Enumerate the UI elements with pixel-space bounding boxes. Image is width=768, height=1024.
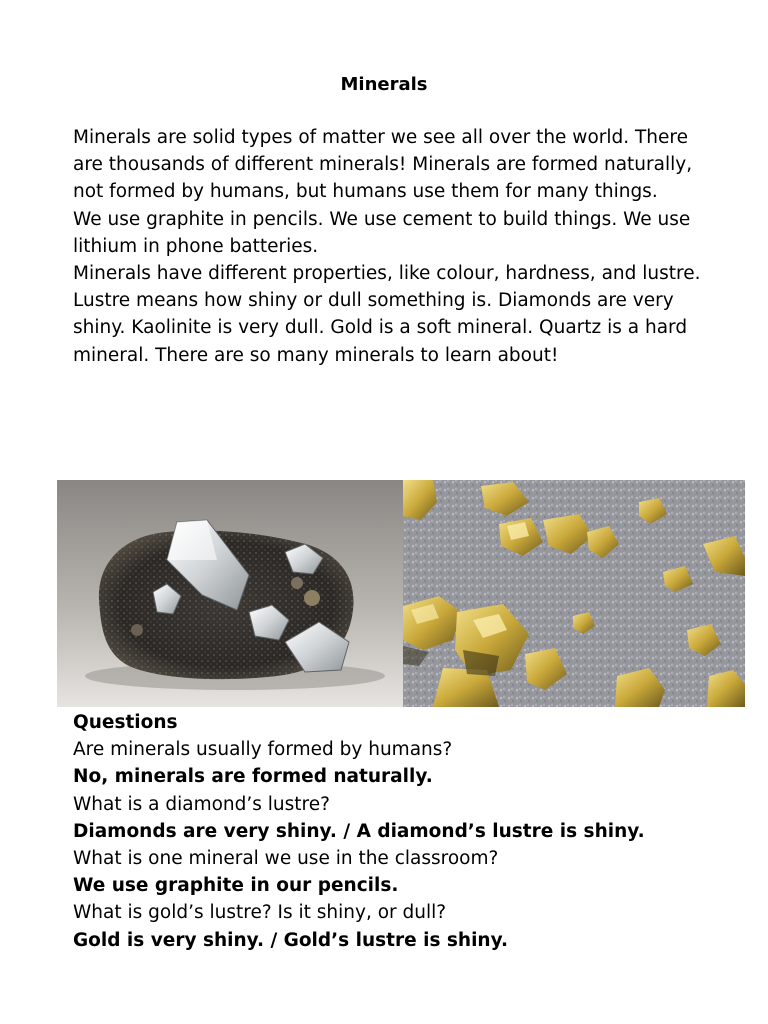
- question-3: What is one mineral we use in the classroom?: [73, 848, 499, 870]
- intro-text: [73, 124, 713, 369]
- page-title: Minerals: [340, 74, 428, 95]
- quartz-crystals-photo: [57, 480, 403, 707]
- answer-2: Diamonds are very shiny. / A diamond’s lustre is shiny.: [73, 820, 645, 842]
- question-1: Are minerals usually formed by humans?: [73, 739, 453, 761]
- paragraph-properties: Minerals have different properties, like colour, hardness, and lustre. Lustre means how shiny or dull something is. Diamonds are very shiny. Kaolinite is very dull. Gold is a soft mineral. Quartz is a hard mineral. There are so many minerals to learn about!: [73, 263, 701, 366]
- answer-4: Gold is very shiny. / Gold’s lustre is shiny.: [73, 929, 508, 951]
- question-4: What is gold’s lustre? Is it shiny, or dull?: [73, 902, 447, 924]
- answer-1: No, minerals are formed naturally.: [73, 766, 433, 788]
- paragraph-intro: Minerals are solid types of matter we see all over the world. There are thousands of different minerals! Minerals are formed naturally, not formed by humans, but humans use them for many things.: [73, 127, 693, 203]
- mineral-photos: [57, 480, 745, 707]
- question-2: What is a diamond’s lustre?: [73, 793, 330, 815]
- questions-section: [73, 709, 733, 954]
- gold-ore-photo: [403, 480, 745, 707]
- questions-heading: Questions: [73, 712, 178, 733]
- answer-3: We use graphite in our pencils.: [73, 875, 399, 897]
- paragraph-uses: We use graphite in pencils. We use cement to build things. We use lithium in phone batteries.: [73, 208, 691, 257]
